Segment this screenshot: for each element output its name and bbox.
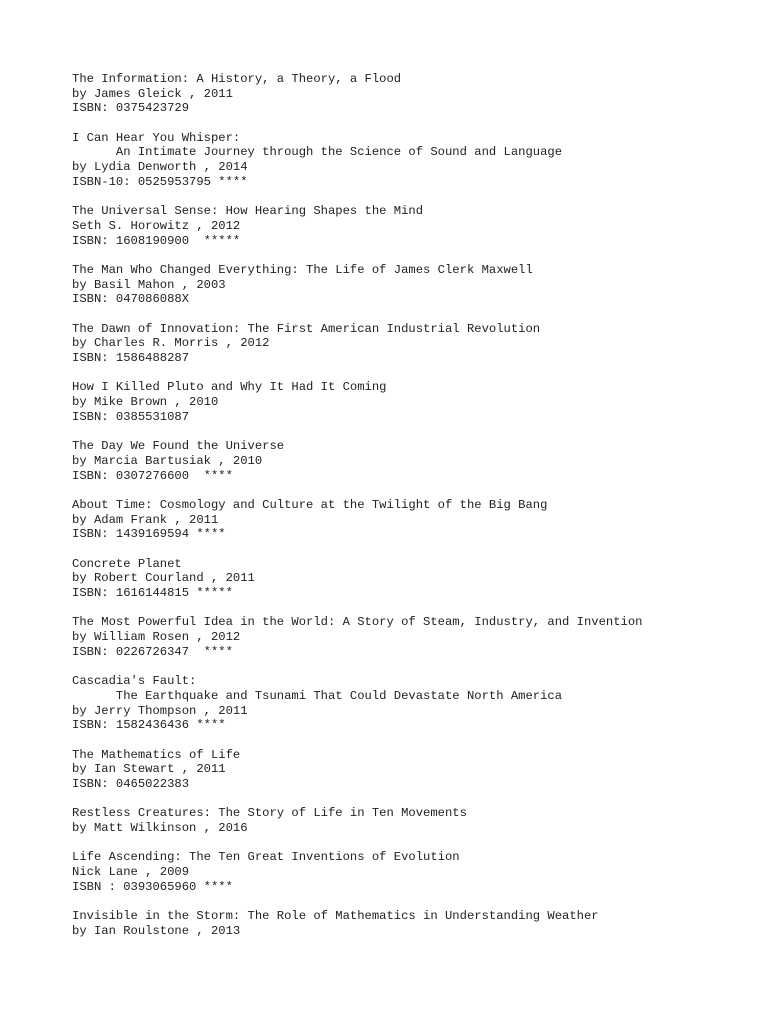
book-title: The Day We Found the Universe (72, 439, 285, 454)
book-title: Invisible in the Storm: The Role of Mathematics in Understanding Weather (72, 909, 599, 924)
book-author: by Robert Courland , 2011 (72, 571, 255, 586)
book-entry (72, 72, 732, 116)
book-isbn: ISBN : 0393065960 **** (72, 879, 233, 894)
book-author: by Charles R. Morris , 2012 (72, 336, 270, 351)
book-isbn: ISBN: 1439169594 **** (72, 527, 226, 542)
book-title: The Mathematics of Life (72, 747, 241, 762)
book-isbn: ISBN: 0465022383 (72, 777, 190, 791)
book-author: Seth S. Horowitz , 2012 (72, 218, 241, 233)
book-entry (72, 557, 732, 601)
book-title: The Man Who Changed Everything: The Life of James Clerk Maxwell (72, 262, 533, 277)
book-entry (72, 380, 732, 424)
book-isbn: ISBN: 047086088X (72, 292, 190, 307)
book-isbn: ISBN: 0375423729 (72, 101, 190, 116)
book-author: by Marcia Bartusiak , 2010 (72, 453, 263, 468)
book-title: Concrete Planet (72, 556, 182, 571)
book-title: The Information: A History, a Theory, a Flood (72, 72, 402, 86)
book-subtitle: The Earthquake and Tsunami That Could Devastate North America (72, 688, 563, 703)
book-isbn: ISBN: 0226726347 **** (72, 644, 233, 659)
book-entry (72, 615, 732, 659)
book-entry (72, 439, 732, 483)
book-entry (72, 909, 732, 938)
book-entry (72, 322, 732, 366)
book-entry (72, 850, 732, 894)
book-title: I Can Hear You Whisper: (72, 130, 241, 145)
book-entry (72, 204, 732, 248)
book-subtitle: An Intimate Journey through the Science of Sound and Language (72, 145, 563, 160)
book-title: Restless Creatures: The Story of Life in Ten Movements (72, 806, 467, 821)
book-entry (72, 131, 732, 190)
book-title: The Universal Sense: How Hearing Shapes the Mind (72, 204, 424, 219)
book-author: by Ian Stewart , 2011 (72, 762, 226, 777)
book-isbn: ISBN: 0385531087 (72, 409, 190, 424)
book-author: by Lydia Denworth , 2014 (72, 160, 248, 175)
book-list (72, 72, 732, 953)
book-author: by Adam Frank , 2011 (72, 512, 219, 527)
book-entry (72, 263, 732, 307)
book-author: by Mike Brown , 2010 (72, 395, 219, 410)
book-isbn: ISBN: 1586488287 (72, 351, 190, 366)
book-title: Cascadia's Fault: (72, 674, 197, 689)
book-author: by Basil Mahon , 2003 (72, 277, 226, 292)
book-author: by William Rosen , 2012 (72, 630, 241, 645)
book-author: by Matt Wilkinson , 2016 (72, 821, 248, 836)
book-entry (72, 674, 732, 733)
book-entry (72, 806, 732, 835)
book-entry (72, 498, 732, 542)
book-author: by Jerry Thompson , 2011 (72, 703, 248, 718)
book-author: by Ian Roulstone , 2013 (72, 923, 241, 938)
book-entry (72, 748, 732, 792)
book-author: Nick Lane , 2009 (72, 865, 190, 880)
book-isbn: ISBN: 0307276600 **** (72, 468, 233, 483)
book-isbn: ISBN-10: 0525953795 **** (72, 174, 248, 189)
book-author: by James Gleick , 2011 (72, 86, 233, 101)
book-title: The Dawn of Innovation: The First American Industrial Revolution (72, 321, 541, 336)
book-title: About Time: Cosmology and Culture at the Twilight of the Big Bang (72, 497, 548, 512)
book-isbn: ISBN: 1582436436 **** (72, 718, 226, 733)
book-title: Life Ascending: The Ten Great Inventions of Evolution (72, 850, 460, 865)
book-isbn: ISBN: 1616144815 ***** (72, 586, 233, 601)
book-isbn: ISBN: 1608190900 ***** (72, 233, 241, 248)
book-title: The Most Powerful Idea in the World: A Story of Steam, Industry, and Invention (72, 615, 643, 630)
book-title: How I Killed Pluto and Why It Had It Coming (72, 380, 387, 395)
